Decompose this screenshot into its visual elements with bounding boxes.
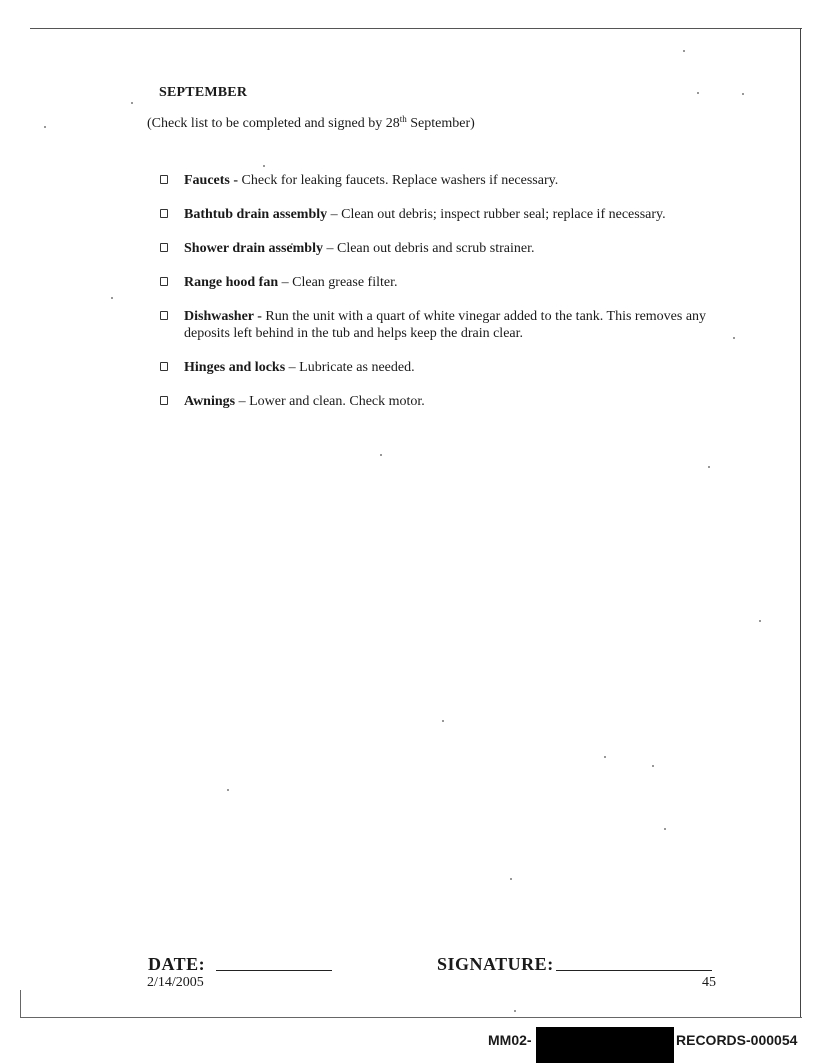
scan-speck	[697, 92, 699, 94]
page-border-top	[30, 28, 802, 29]
checklist-item-dishwasher	[158, 308, 718, 342]
instruction-superscript: th	[399, 114, 407, 124]
page-border-right	[800, 28, 801, 1018]
scan-speck	[604, 756, 606, 758]
scan-speck	[44, 126, 46, 128]
checklist-instruction	[147, 116, 475, 132]
item-text: – Clean out debris; inspect rubber seal; replace if necessary.	[327, 207, 666, 222]
scan-speck	[111, 297, 113, 299]
scan-speck	[759, 620, 761, 622]
item-text: – Clean grease filter.	[278, 275, 398, 290]
item-text: – Lower and clean. Check motor.	[235, 394, 425, 409]
instruction-text-after: September)	[406, 116, 475, 131]
scan-speck	[652, 765, 654, 767]
item-title: Range hood fan	[184, 275, 279, 290]
checklist-item-awnings	[158, 393, 718, 410]
item-text: Check for leaking faucets. Replace washers if necessary.	[238, 173, 559, 188]
checkbox-icon[interactable]	[160, 362, 168, 371]
item-title: Dishwasher -	[184, 309, 262, 324]
bates-number-prefix: MM02-	[488, 1032, 532, 1048]
page-number: 45	[702, 975, 716, 990]
page-border-left	[20, 990, 21, 1018]
item-text: – Clean out debris and scrub strainer.	[322, 241, 535, 256]
scan-speck	[683, 50, 685, 52]
checklist-item-hinges-locks	[158, 359, 718, 376]
item-text: – Lubricate as needed.	[285, 360, 415, 375]
date-field-line[interactable]	[216, 970, 332, 971]
item-title: Faucets -	[184, 173, 239, 188]
scan-speck	[442, 720, 444, 722]
scan-speck	[510, 878, 512, 880]
maintenance-checklist	[158, 172, 718, 410]
scan-speck	[733, 337, 735, 339]
instruction-text-before: (Check list to be completed and signed by 28	[147, 116, 400, 131]
checkbox-icon[interactable]	[160, 277, 168, 286]
item-title: Hinges and locks	[184, 360, 286, 375]
document-date: 2/14/2005	[147, 975, 204, 990]
signature-field-line[interactable]	[556, 970, 712, 971]
checkbox-icon[interactable]	[160, 175, 168, 184]
checklist-item-faucets	[158, 172, 718, 189]
checklist-item-range-hood-fan	[158, 274, 718, 291]
item-text: Run the unit with a quart of white vinegar added to the tank. This removes any deposits left behind in the tub and helps keep the drain clear.	[184, 309, 707, 341]
scan-speck	[664, 828, 666, 830]
scan-speck	[131, 102, 133, 104]
page-border-bottom	[20, 1017, 802, 1018]
checkbox-icon[interactable]	[160, 396, 168, 405]
date-label: DATE:	[148, 954, 206, 974]
scan-speck	[742, 93, 744, 95]
redaction-block	[536, 1027, 674, 1063]
signature-label: SIGNATURE:	[437, 954, 554, 974]
scan-speck	[514, 1010, 516, 1012]
scan-speck	[380, 454, 382, 456]
checkbox-icon[interactable]	[160, 311, 168, 320]
checkbox-icon[interactable]	[160, 209, 168, 218]
month-heading: SEPTEMBER	[159, 85, 248, 100]
item-title: Bathtub drain assembly	[184, 207, 328, 222]
scan-speck	[708, 466, 710, 468]
checklist-item-bathtub-drain	[158, 206, 718, 223]
checklist-item-shower-drain	[158, 240, 718, 257]
bates-number-suffix: RECORDS-000054	[676, 1032, 798, 1048]
scan-speck	[263, 165, 265, 167]
item-title: Shower drain assembly	[184, 241, 323, 256]
scan-speck	[227, 789, 229, 791]
checkbox-icon[interactable]	[160, 243, 168, 252]
item-title: Awnings	[184, 394, 236, 409]
